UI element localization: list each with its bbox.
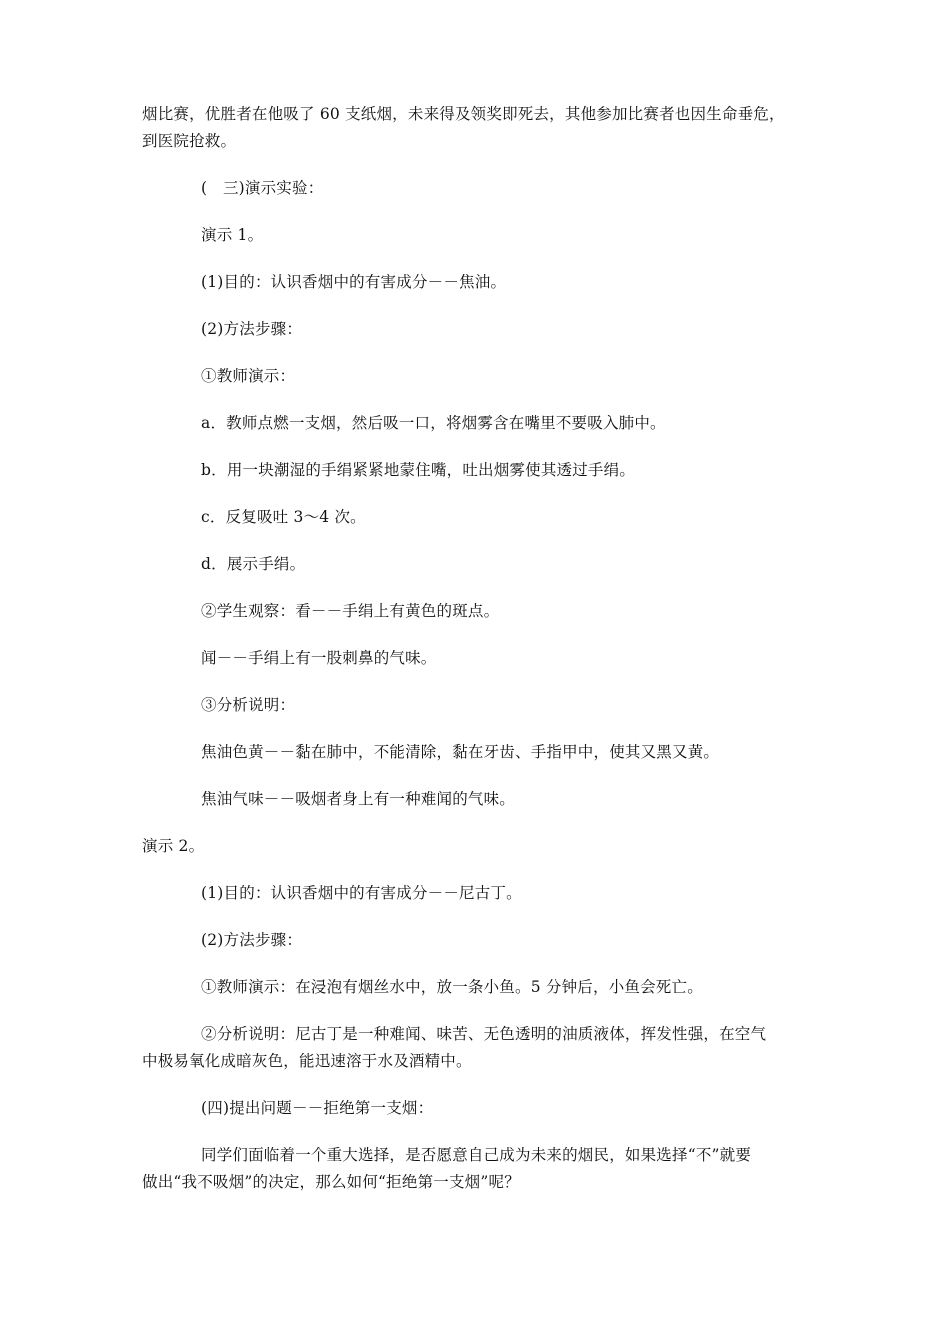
paragraph-line: (1)目的：认识香烟中的有害成分－－焦油。	[201, 273, 507, 291]
list-item: b．用一块潮湿的手绢紧紧地蒙住嘴，吐出烟雾使其透过手绢。	[201, 461, 636, 479]
demo-heading: 演示 2。	[142, 837, 205, 855]
section-heading: (四)提出问题－－拒绝第一支烟：	[201, 1099, 434, 1117]
paragraph-line: 到医院抢救。	[142, 132, 237, 150]
paragraph-line: 闻－－手绢上有一股刺鼻的气味。	[201, 649, 437, 667]
paragraph-line: 中极易氧化成暗灰色，能迅速溶于水及酒精中。	[142, 1052, 472, 1070]
list-item: c．反复吸吐 3～4 次。	[201, 508, 366, 526]
section-heading: ( 三)演示实验：	[201, 179, 324, 197]
paragraph-line: 烟比赛，优胜者在他吸了 60 支纸烟，未来得及领奖即死去，其他参加比赛者也因生命垂危，	[142, 105, 785, 123]
paragraph-line: ①教师演示：	[201, 367, 296, 385]
demo-heading: 演示 1。	[201, 226, 264, 244]
paragraph-line: (2)方法步骤：	[201, 931, 303, 949]
paragraph-line: (2)方法步骤：	[201, 320, 303, 338]
paragraph-line: ③分析说明：	[201, 696, 296, 714]
paragraph-line: 做出“我不吸烟”的决定，那么如何“拒绝第一支烟”呢？	[142, 1173, 520, 1191]
paragraph-line: 焦油气味－－吸烟者身上有一种难闻的气味。	[201, 790, 516, 808]
paragraph-line: ②分析说明：尼古丁是一种难闻、味苦、无色透明的油质液体，挥发性强，在空气	[201, 1025, 767, 1043]
list-item: a．教师点燃一支烟，然后吸一口，将烟雾含在嘴里不要吸入肺中。	[201, 414, 666, 432]
list-item: d．展示手绢。	[201, 555, 306, 573]
paragraph-line: ②学生观察：看－－手绢上有黄色的斑点。	[201, 602, 500, 620]
paragraph-line: 同学们面临着一个重大选择，是否愿意自己成为未来的烟民，如果选择“不”就要	[201, 1146, 752, 1164]
paragraph-line: ①教师演示：在浸泡有烟丝水中，放一条小鱼。5 分钟后，小鱼会死亡。	[201, 978, 703, 996]
paragraph-line: (1)目的：认识香烟中的有害成分－－尼古丁。	[201, 884, 522, 902]
paragraph-line: 焦油色黄－－黏在肺中，不能清除，黏在牙齿、手指甲中，使其又黑又黄。	[201, 743, 720, 761]
